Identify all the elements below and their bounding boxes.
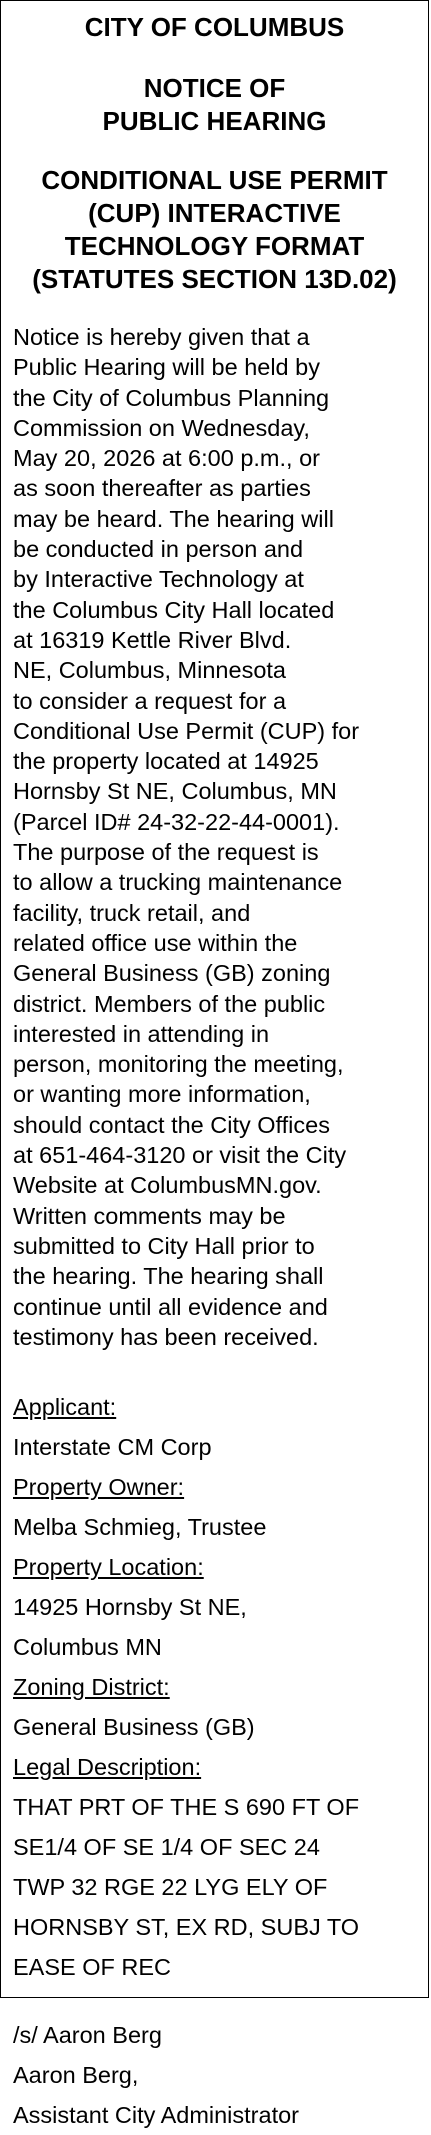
- notice-body: Notice is hereby given that a Public Hearing will be held by the City of Columbus Planning Commission on Wednesday, May 20, 2026 at 6:00 p.m., or as soon thereafter as parties may be heard. The hearing will be conducted in person and by Interactive Technology at the Columbus City Hall located at 16319 Kettle River Blvd. NE, Columbus, Minnesota to consider a request for a Conditional Use Permit (CUP) for the property located at 14925 Hornsby St NE, Columbus, MN (Parcel ID# 24-32-22-44-0001). The purpose of the request is to allow a trucking maintenance facility, truck retail, and related office use within the General Business (GB) zoning district. Members of the public interested in attending in person, monitoring the meeting, or wanting more information, should contact the City Offices at 651-464-3120 or visit the City Website at ColumbusMN.gov. Written comments may be submitted to City Hall prior to the hearing. The hearing shall continue until all evidence and testimony has been received.: [13, 324, 360, 1350]
- details-section: [13, 1387, 416, 1987]
- notice-heading: NOTICE OF PUBLIC HEARING: [102, 73, 327, 136]
- signer-name: Aaron Berg,: [13, 2062, 139, 2089]
- zoning-label: Zoning District:: [13, 1674, 170, 1701]
- applicant-label: Applicant:: [13, 1394, 117, 1421]
- signer-title: Assistant City Administrator: [13, 2102, 300, 2129]
- signature-block: [13, 2015, 416, 2135]
- subject-heading: CONDITIONAL USE PERMIT (CUP) INTERACTIVE TECHNOLOGY FORMAT (STATUTES SECTION 13D.02): [32, 165, 397, 294]
- city-heading: CITY OF COLUMBUS: [84, 12, 345, 42]
- location-label: Property Location:: [13, 1554, 204, 1581]
- owner-value: Melba Schmieg, Trustee: [13, 1514, 267, 1541]
- signature-line: /s/ Aaron Berg: [13, 2022, 162, 2049]
- zoning-value: General Business (GB): [13, 1714, 255, 1741]
- legal-label: Legal Description:: [13, 1754, 202, 1781]
- location-value: 14925 Hornsby St NE, Columbus MN: [13, 1594, 247, 1661]
- applicant-value: Interstate CM Corp: [13, 1434, 212, 1461]
- legal-value: THAT PRT OF THE S 690 FT OF SE1/4 OF SE 1/4 OF SEC 24 TWP 32 RGE 22 LYG ELY OF HORNSBY ST, EX RD, SUBJ TO EASE OF REC: [13, 1794, 360, 1981]
- owner-label: Property Owner:: [13, 1474, 185, 1501]
